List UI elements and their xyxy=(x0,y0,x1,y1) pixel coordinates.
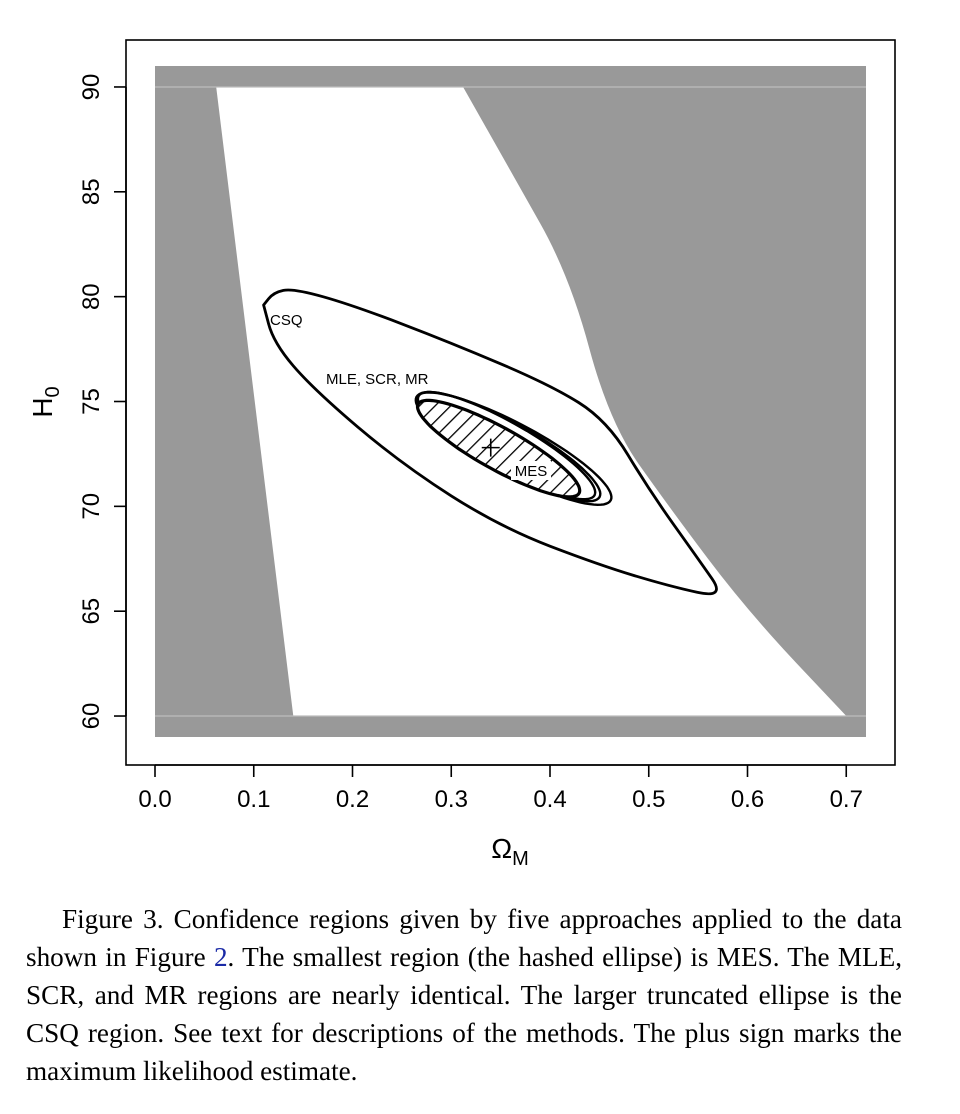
figure-caption xyxy=(26,900,902,1090)
y-tick-label: 85 xyxy=(78,178,105,206)
y-tick-label: 65 xyxy=(78,597,105,625)
x-axis-title: $\Omega_M$ xyxy=(491,833,529,870)
y-tick-label: 75 xyxy=(78,388,105,415)
y-tick-label: 80 xyxy=(78,283,105,311)
x-tick-label: 0.5 xyxy=(632,786,666,813)
y-axis-title-subscript: 0 xyxy=(42,386,64,398)
figure-2-link[interactable]: 2 xyxy=(213,942,228,972)
y-axis xyxy=(78,74,126,730)
caption-suffix: . The smallest region (the hashed ellipse) is MES. The MLE, SCR, and MR regions are nearly identical. The larger truncated ellipse is the CSQ region. See text for descriptions of the methods. The plus sign marks the maximum likelihood estimate. xyxy=(26,942,902,1086)
region-label-mes: MES xyxy=(514,463,548,480)
x-tick-label: 0.7 xyxy=(829,786,863,813)
y-tick-label: 90 xyxy=(78,73,105,101)
y-tick-label: 70 xyxy=(78,492,105,520)
x-axis xyxy=(138,765,863,813)
caption-prefix: Figure 3. Confidence regions given by five approaches applied to the data shown in Figure xyxy=(26,904,902,972)
y-tick-label: 60 xyxy=(78,702,105,730)
x-tick-label: 0.3 xyxy=(434,786,468,813)
region-label-mle-scr-mr: MLE, SCR, MR xyxy=(326,371,429,388)
x-tick-label: 0.4 xyxy=(533,786,567,813)
x-tick-label: 0.6 xyxy=(730,786,765,813)
x-axis-title-subscript: M xyxy=(512,848,529,870)
x-tick-label: 0.2 xyxy=(335,786,370,813)
x-tick-label: 0.1 xyxy=(237,786,271,813)
region-label-csq: CSQ xyxy=(270,312,303,329)
x-tick-label: 0.0 xyxy=(138,786,172,813)
y-axis-title: $H_0$ xyxy=(27,386,64,418)
